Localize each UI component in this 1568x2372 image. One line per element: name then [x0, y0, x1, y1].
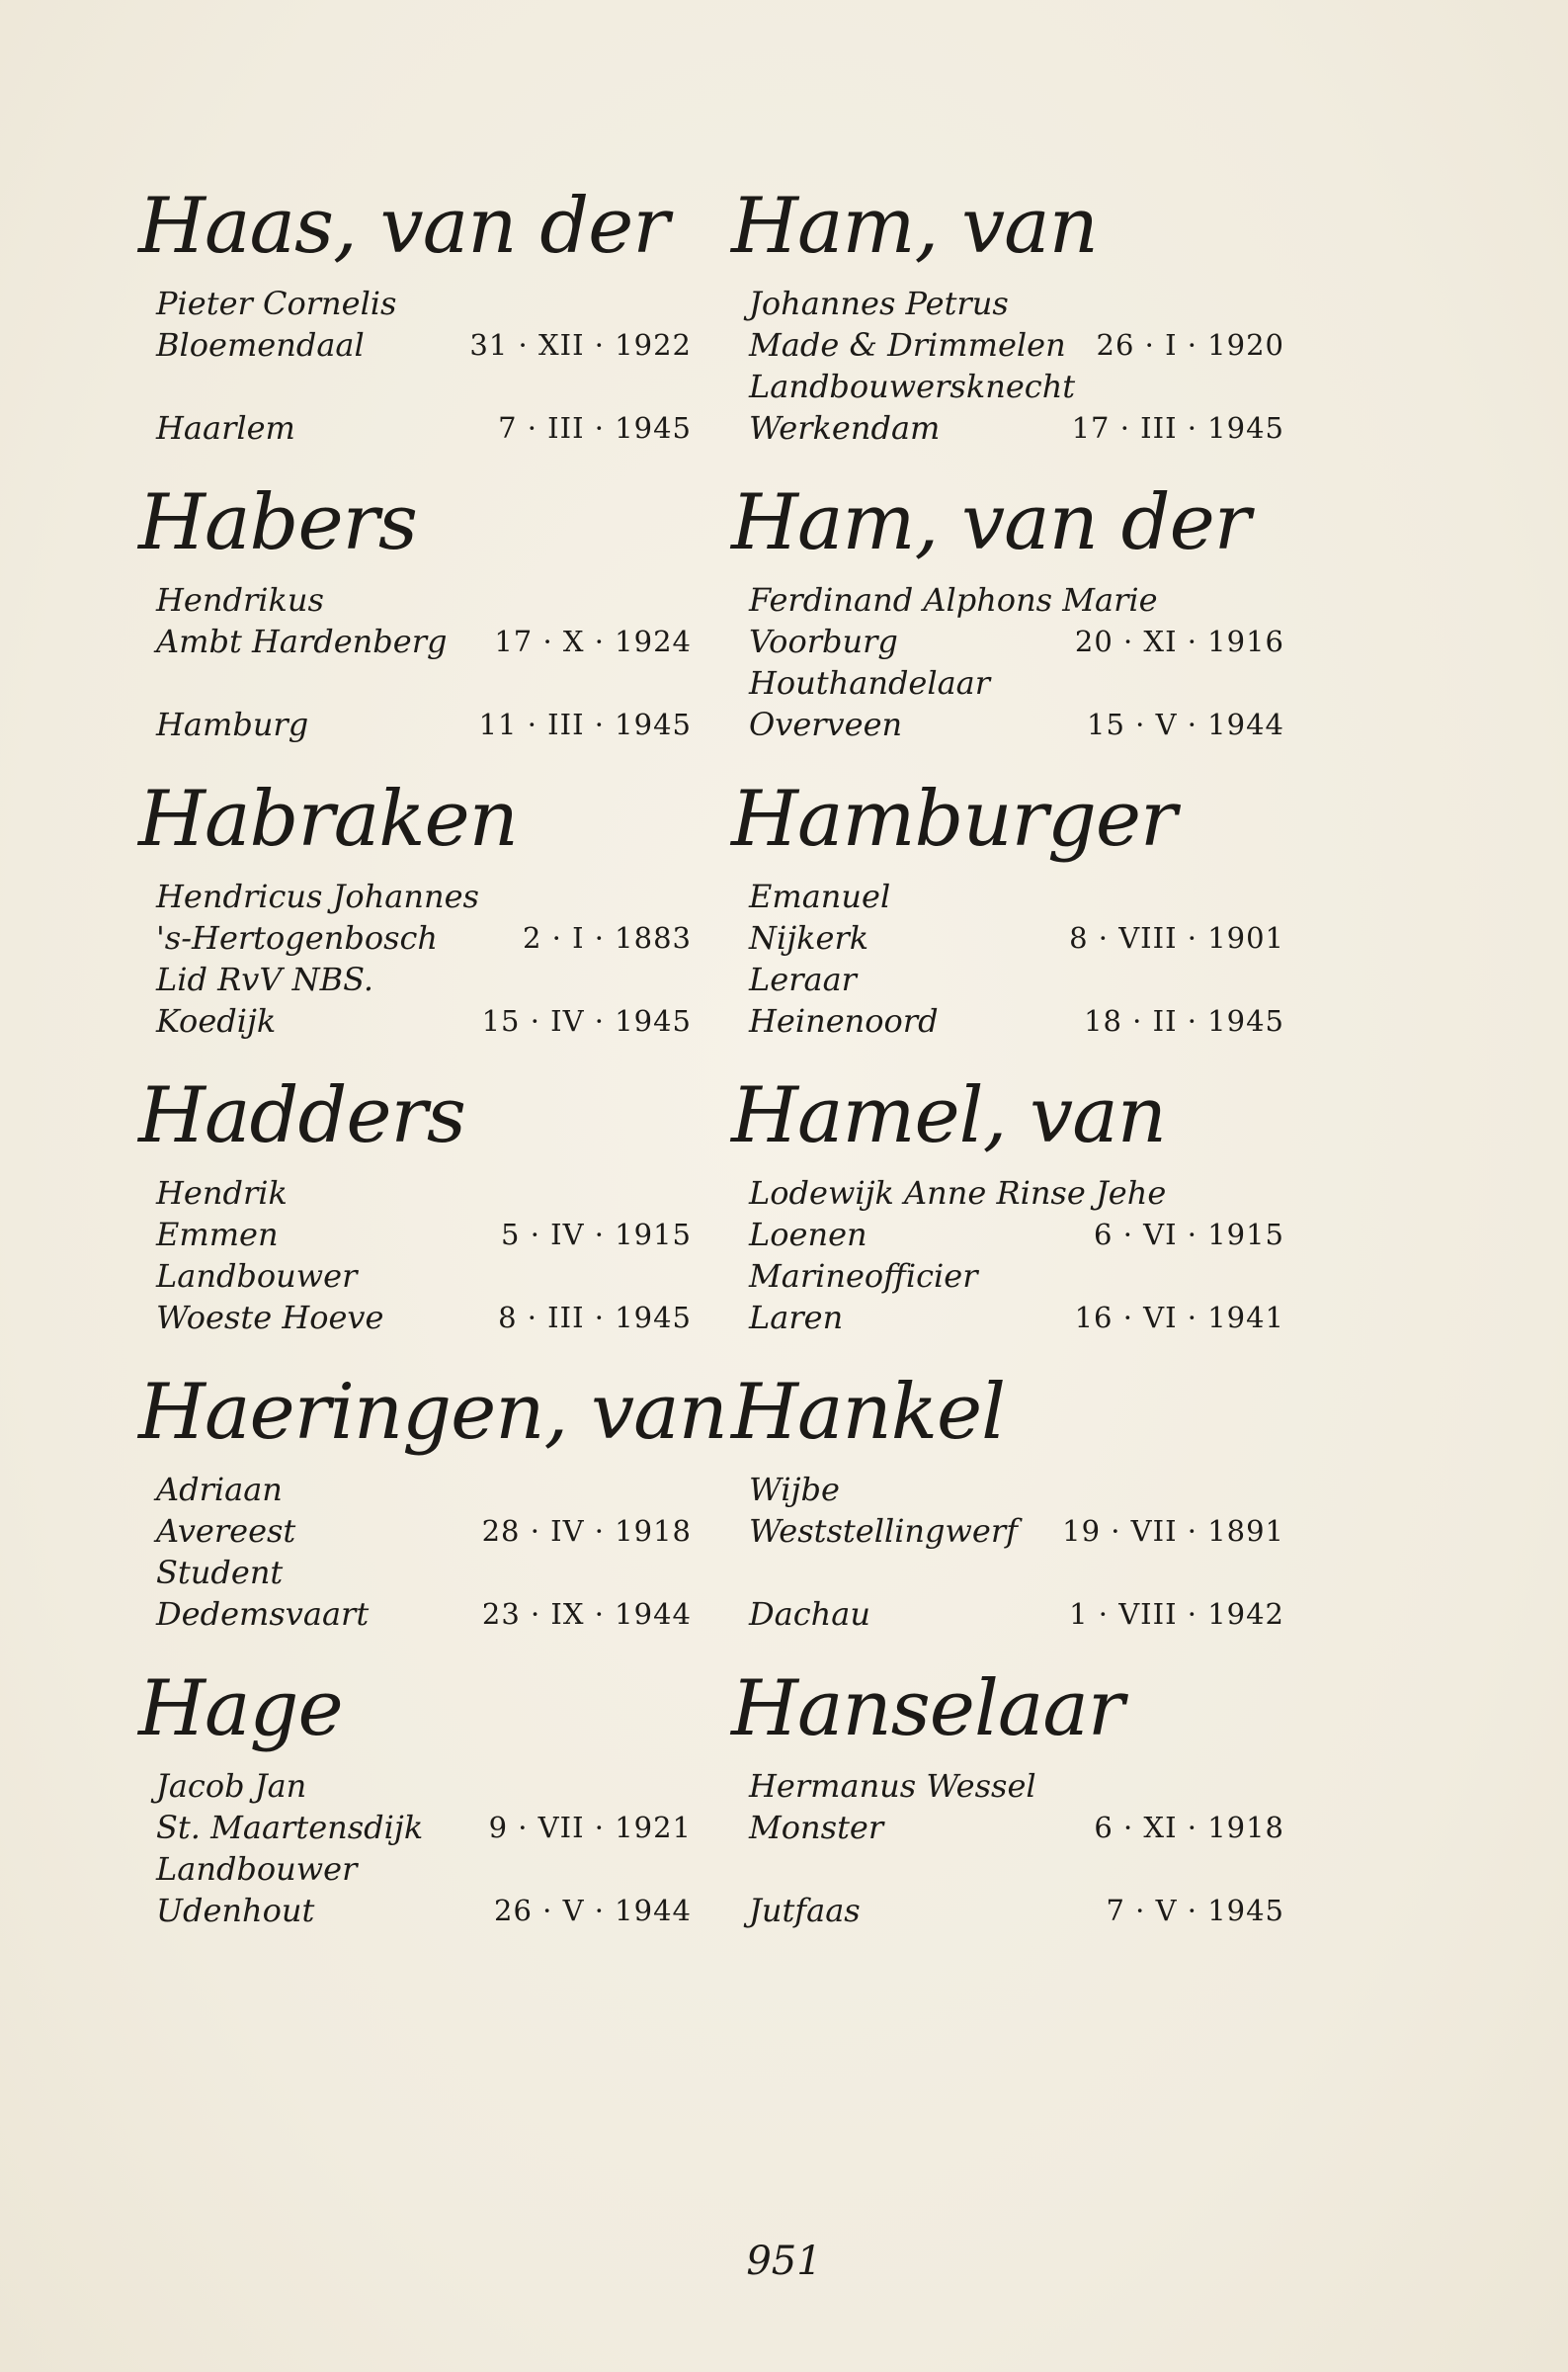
entry-date: 1 · VIII · 1942 — [1069, 1597, 1284, 1631]
entry-date: 15 · IV · 1945 — [481, 1004, 692, 1038]
page-number: 951 — [746, 2239, 822, 2284]
entry-date: 19 · VII · 1891 — [1062, 1514, 1284, 1548]
entry-line — [138, 876, 692, 917]
entry-line — [138, 1890, 692, 1931]
entry-text: Woeste Hoeve — [156, 1299, 384, 1336]
memorial-entry — [138, 1368, 727, 1670]
entry-date: 18 · II · 1945 — [1084, 1004, 1284, 1038]
entry-text: Ferdinand Alphons Marie — [749, 581, 1158, 619]
memorial-entry — [138, 1664, 692, 1967]
entry-text: Landbouwer — [156, 1850, 358, 1888]
entry-text: Wijbe — [749, 1471, 840, 1508]
entry-text: Heinenoord — [749, 1002, 939, 1040]
entry-text: Johannes Petrus — [749, 285, 1009, 322]
entry-text: 's-Hertogenbosch — [156, 919, 439, 957]
entry-line — [138, 662, 692, 704]
entry-text: Haarlem — [156, 409, 295, 447]
entry-text: Emanuel — [749, 878, 891, 915]
entry-text: Overveen — [749, 706, 903, 743]
entry-text: Voorburg — [749, 623, 898, 660]
entry-line — [731, 1255, 1284, 1297]
memorial-entry — [731, 775, 1284, 1077]
entry-line — [731, 1890, 1284, 1931]
entry-line — [138, 917, 692, 959]
entry-line — [731, 1765, 1284, 1807]
right-column — [731, 182, 1284, 1967]
entry-text: Leraar — [749, 961, 857, 998]
entry-date: 16 · VI · 1941 — [1074, 1301, 1284, 1334]
entry-line — [731, 1510, 1284, 1552]
entry-text: Hendrikus — [156, 581, 324, 619]
entry-line — [731, 1552, 1284, 1593]
entry-line — [138, 1297, 692, 1338]
entry-line — [138, 621, 692, 662]
entry-text: Lodewijk Anne Rinse Jehe — [749, 1174, 1167, 1212]
entry-date: 23 · IX · 1944 — [481, 1597, 692, 1631]
entry-text: Lid RvV NBS. — [156, 961, 374, 998]
entry-line — [731, 1297, 1284, 1338]
entry-text: Hamburg — [156, 706, 309, 743]
surname-heading: Haeringen, van — [138, 1368, 727, 1457]
entry-date: 9 · VII · 1921 — [488, 1811, 692, 1844]
entry-text: Dachau — [749, 1595, 870, 1633]
entry-text: Hendricus Johannes — [156, 878, 479, 915]
entry-date: 15 · V · 1944 — [1087, 708, 1284, 741]
entry-text: Bloemendaal — [156, 326, 365, 364]
entry-line — [731, 876, 1284, 917]
entry-date: 7 · III · 1945 — [498, 411, 692, 445]
entry-line — [731, 662, 1284, 704]
entry-line — [138, 324, 692, 366]
entry-date: 26 · I · 1920 — [1096, 328, 1284, 362]
surname-heading: Hadders — [138, 1071, 465, 1160]
entry-date: 5 · IV · 1915 — [501, 1218, 692, 1251]
entry-text: Hermanus Wessel — [749, 1767, 1036, 1805]
entry-text: Laren — [749, 1299, 844, 1336]
entry-text: Houthandelaar — [749, 664, 991, 702]
entry-text: Jutfaas — [749, 1892, 861, 1929]
entry-date: 6 · XI · 1918 — [1094, 1811, 1284, 1844]
entry-text: Koedijk — [156, 1002, 277, 1040]
entry-line — [731, 1848, 1284, 1890]
entry-text: St. Maartensdijk — [156, 1809, 424, 1846]
entry-text: Dedemsvaart — [156, 1595, 370, 1633]
entry-text: Nijkerk — [749, 919, 869, 957]
memorial-entry — [731, 1071, 1284, 1374]
entry-line — [731, 1214, 1284, 1255]
entry-date: 28 · IV · 1918 — [481, 1514, 692, 1548]
entry-text: Loenen — [749, 1216, 867, 1253]
entry-line — [138, 1510, 692, 1552]
entry-line — [731, 407, 1284, 449]
entry-date: 8 · III · 1945 — [498, 1301, 692, 1334]
entry-line — [731, 283, 1284, 324]
entry-line — [731, 1172, 1284, 1214]
surname-heading: Hage — [138, 1664, 343, 1753]
entry-date: 11 · III · 1945 — [478, 708, 692, 741]
surname-heading: Habraken — [138, 775, 518, 864]
entry-line — [731, 1469, 1284, 1510]
memorial-entry — [138, 478, 692, 781]
entry-date: 7 · V · 1945 — [1106, 1894, 1284, 1927]
entry-text: Landbouwersknecht — [749, 368, 1076, 405]
entry-text: Monster — [749, 1809, 884, 1846]
surname-heading: Hamel, van — [731, 1071, 1166, 1160]
memorial-entry — [731, 478, 1284, 781]
entry-line — [731, 324, 1284, 366]
entry-text: Student — [156, 1554, 284, 1591]
entry-text: Adriaan — [156, 1471, 283, 1508]
memorial-entry — [731, 1368, 1284, 1670]
entry-date: 8 · VIII · 1901 — [1069, 921, 1284, 955]
entry-date: 20 · XI · 1916 — [1074, 625, 1284, 658]
entry-text: Udenhout — [156, 1892, 315, 1929]
entry-line — [731, 1807, 1284, 1848]
entry-line — [731, 704, 1284, 745]
entry-date: 31 · XII · 1922 — [469, 328, 692, 362]
entry-line — [731, 1593, 1284, 1635]
entry-text: Emmen — [156, 1216, 279, 1253]
entry-line — [731, 917, 1284, 959]
entry-date: 17 · III · 1945 — [1071, 411, 1284, 445]
entry-line — [138, 1765, 692, 1807]
entry-line — [138, 579, 692, 621]
surname-heading: Haas, van der — [138, 182, 669, 271]
entry-line — [731, 366, 1284, 407]
entry-line — [138, 1255, 692, 1297]
entry-line — [138, 704, 692, 745]
entry-line — [731, 621, 1284, 662]
entry-line — [138, 1172, 692, 1214]
entry-line — [731, 579, 1284, 621]
entry-line — [731, 1000, 1284, 1042]
entry-text: Avereest — [156, 1512, 296, 1550]
entry-text: Hendrik — [156, 1174, 288, 1212]
left-column — [138, 182, 727, 1967]
entry-line — [138, 1593, 692, 1635]
entry-line — [138, 1807, 692, 1848]
entry-line — [731, 959, 1284, 1000]
entry-text: Landbouwer — [156, 1257, 358, 1295]
memorial-entry — [731, 182, 1284, 484]
memorial-entry — [138, 1071, 692, 1374]
entry-line — [138, 1214, 692, 1255]
memorial-entry — [731, 1664, 1284, 1967]
entry-date: 6 · VI · 1915 — [1094, 1218, 1284, 1251]
surname-heading: Hankel — [731, 1368, 1006, 1457]
surname-heading: Habers — [138, 478, 417, 567]
surname-heading: Hamburger — [731, 775, 1177, 864]
entry-text: Weststellingwerf — [749, 1512, 1018, 1550]
entry-date: 2 · I · 1883 — [522, 921, 692, 955]
entry-line — [138, 1469, 692, 1510]
entry-line — [138, 407, 692, 449]
surname-heading: Ham, van der — [731, 478, 1251, 567]
entry-date: 17 · X · 1924 — [494, 625, 692, 658]
entry-line — [138, 1000, 692, 1042]
entry-line — [138, 366, 692, 407]
entry-text: Marineofficier — [749, 1257, 978, 1295]
entry-text: Ambt Hardenberg — [156, 623, 448, 660]
entry-date: 26 · V · 1944 — [494, 1894, 692, 1927]
entry-text: Pieter Cornelis — [156, 285, 397, 322]
memorial-entry — [138, 182, 692, 484]
memorial-entry — [138, 775, 692, 1077]
surname-heading: Ham, van — [731, 182, 1098, 271]
entry-line — [138, 283, 692, 324]
entry-line — [138, 959, 692, 1000]
entry-text: Made & Drimmelen — [749, 326, 1066, 364]
entry-line — [138, 1848, 692, 1890]
entry-text: Jacob Jan — [156, 1767, 307, 1805]
entry-text: Werkendam — [749, 409, 941, 447]
surname-heading: Hanselaar — [731, 1664, 1124, 1753]
entry-line — [138, 1552, 692, 1593]
